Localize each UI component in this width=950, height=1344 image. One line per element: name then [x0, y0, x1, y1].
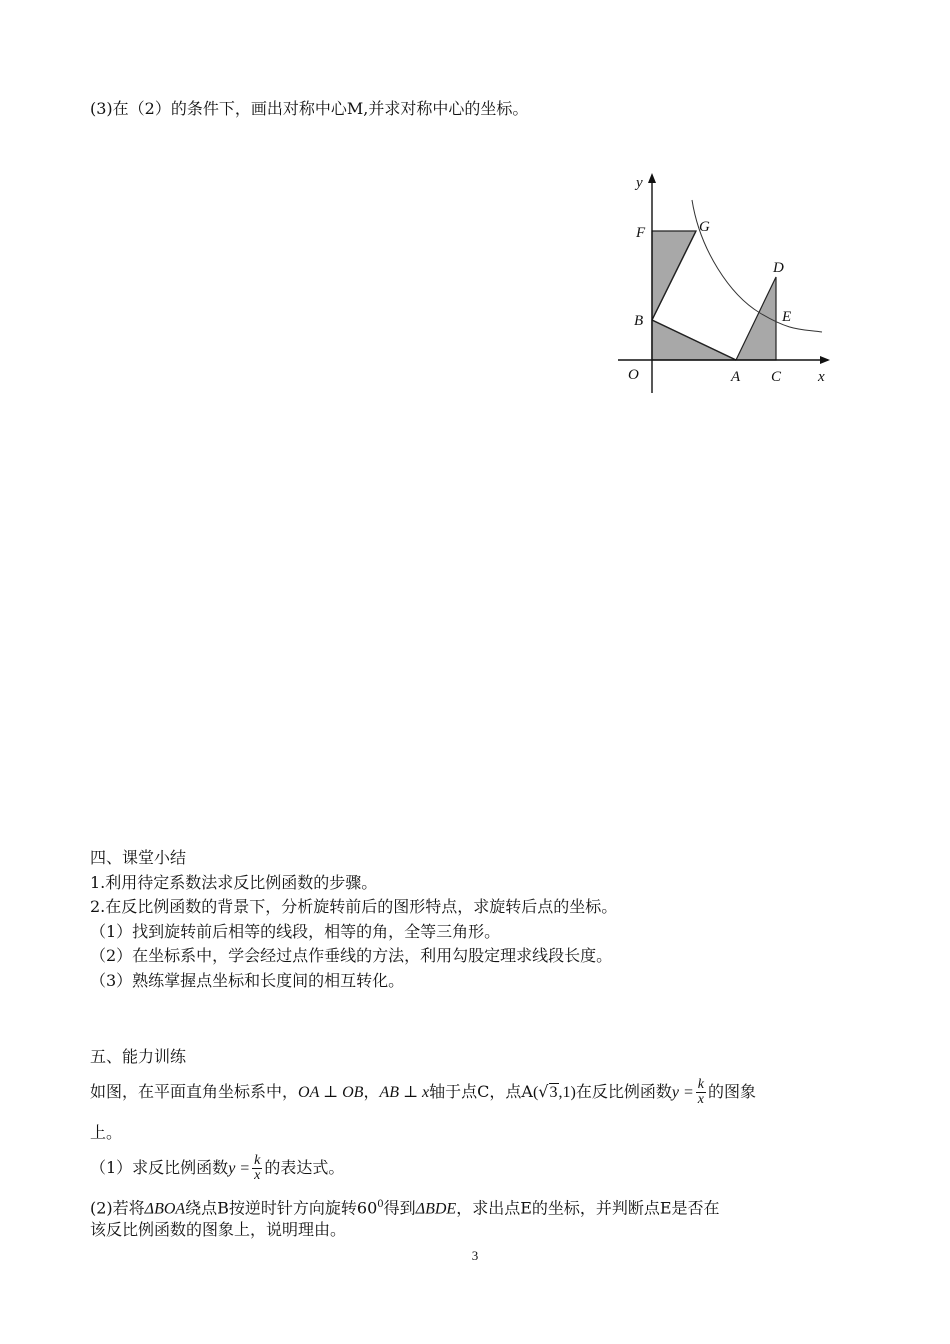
training-question-2-cont: 该反比例函数的图象上，说明理由。 [90, 1220, 347, 1239]
degree-mark: 0 [377, 1199, 384, 1210]
training-problem-line-1: 如图，在平面直角坐标系中，OA ⊥ OB，AB ⊥ x轴于点C，点A(√3,1)在反比例函数y = $\frac{k}{x}$ 的图象 [90, 1077, 756, 1107]
label-E: E [782, 309, 792, 325]
hyperbola-curve [692, 200, 822, 332]
coordinate-figure [610, 165, 835, 395]
label-y: y [636, 175, 643, 191]
question-3: (3)在（2）的条件下，画出对称中心M,并求对称中心的坐标。 [90, 99, 529, 118]
label-O: O [628, 367, 639, 383]
x-axis-arrow [820, 356, 830, 364]
page-number: 3 [471, 1248, 479, 1263]
training-problem-line-2: 上。 [90, 1123, 123, 1142]
summary-item-3: （1）找到旋转前后相等的线段，相等的角，全等三角形。 [90, 922, 501, 941]
label-x: x [818, 369, 825, 385]
training-question-2: (2)若将ΔBOA绕点B按逆时针方向旋转$60^0$得到ΔBDE，求出点E的坐标，并判断点E是否在 [90, 1198, 720, 1218]
ab-perp-x: AB ⊥ x [379, 1084, 430, 1101]
summary-item-5: （3）熟练掌握点坐标和长度间的相互转化。 [90, 971, 405, 990]
label-A: A [731, 369, 741, 385]
label-D: D [773, 260, 784, 276]
label-B: B [634, 313, 644, 329]
training-heading: 五、能力训练 [90, 1047, 187, 1066]
fraction-k-over-x: $\frac{k}{x}$ [697, 1077, 704, 1107]
label-G: G [699, 219, 710, 235]
sqrt-symbol: √ [538, 1082, 549, 1101]
oa-perp-ob: OA ⊥ OB [298, 1084, 364, 1101]
y-axis-arrow [648, 173, 656, 183]
summary-item-2: 2.在反比例函数的背景下，分析旋转前后的图形特点，求旋转后点的坐标。 [90, 897, 618, 916]
triangle-boa: ΔBOA [144, 1200, 186, 1218]
sqrt-3: 3 [549, 1084, 558, 1101]
training-question-1: （1）求反比例函数y = $\frac{k}{x}$ 的表达式。 [90, 1153, 345, 1183]
summary-heading: 四、课堂小结 [90, 848, 187, 867]
triangle-bde: ΔBDE [415, 1200, 457, 1218]
label-F: F [636, 225, 646, 241]
label-C: C [771, 369, 782, 385]
fraction-k-over-x: $\frac{k}{x}$ [254, 1153, 261, 1183]
summary-item-4: （2）在坐标系中，学会经过点作垂线的方法，利用勾股定理求线段长度。 [90, 946, 613, 965]
summary-item-1: 1.利用待定系数法求反比例函数的步骤。 [90, 873, 378, 892]
